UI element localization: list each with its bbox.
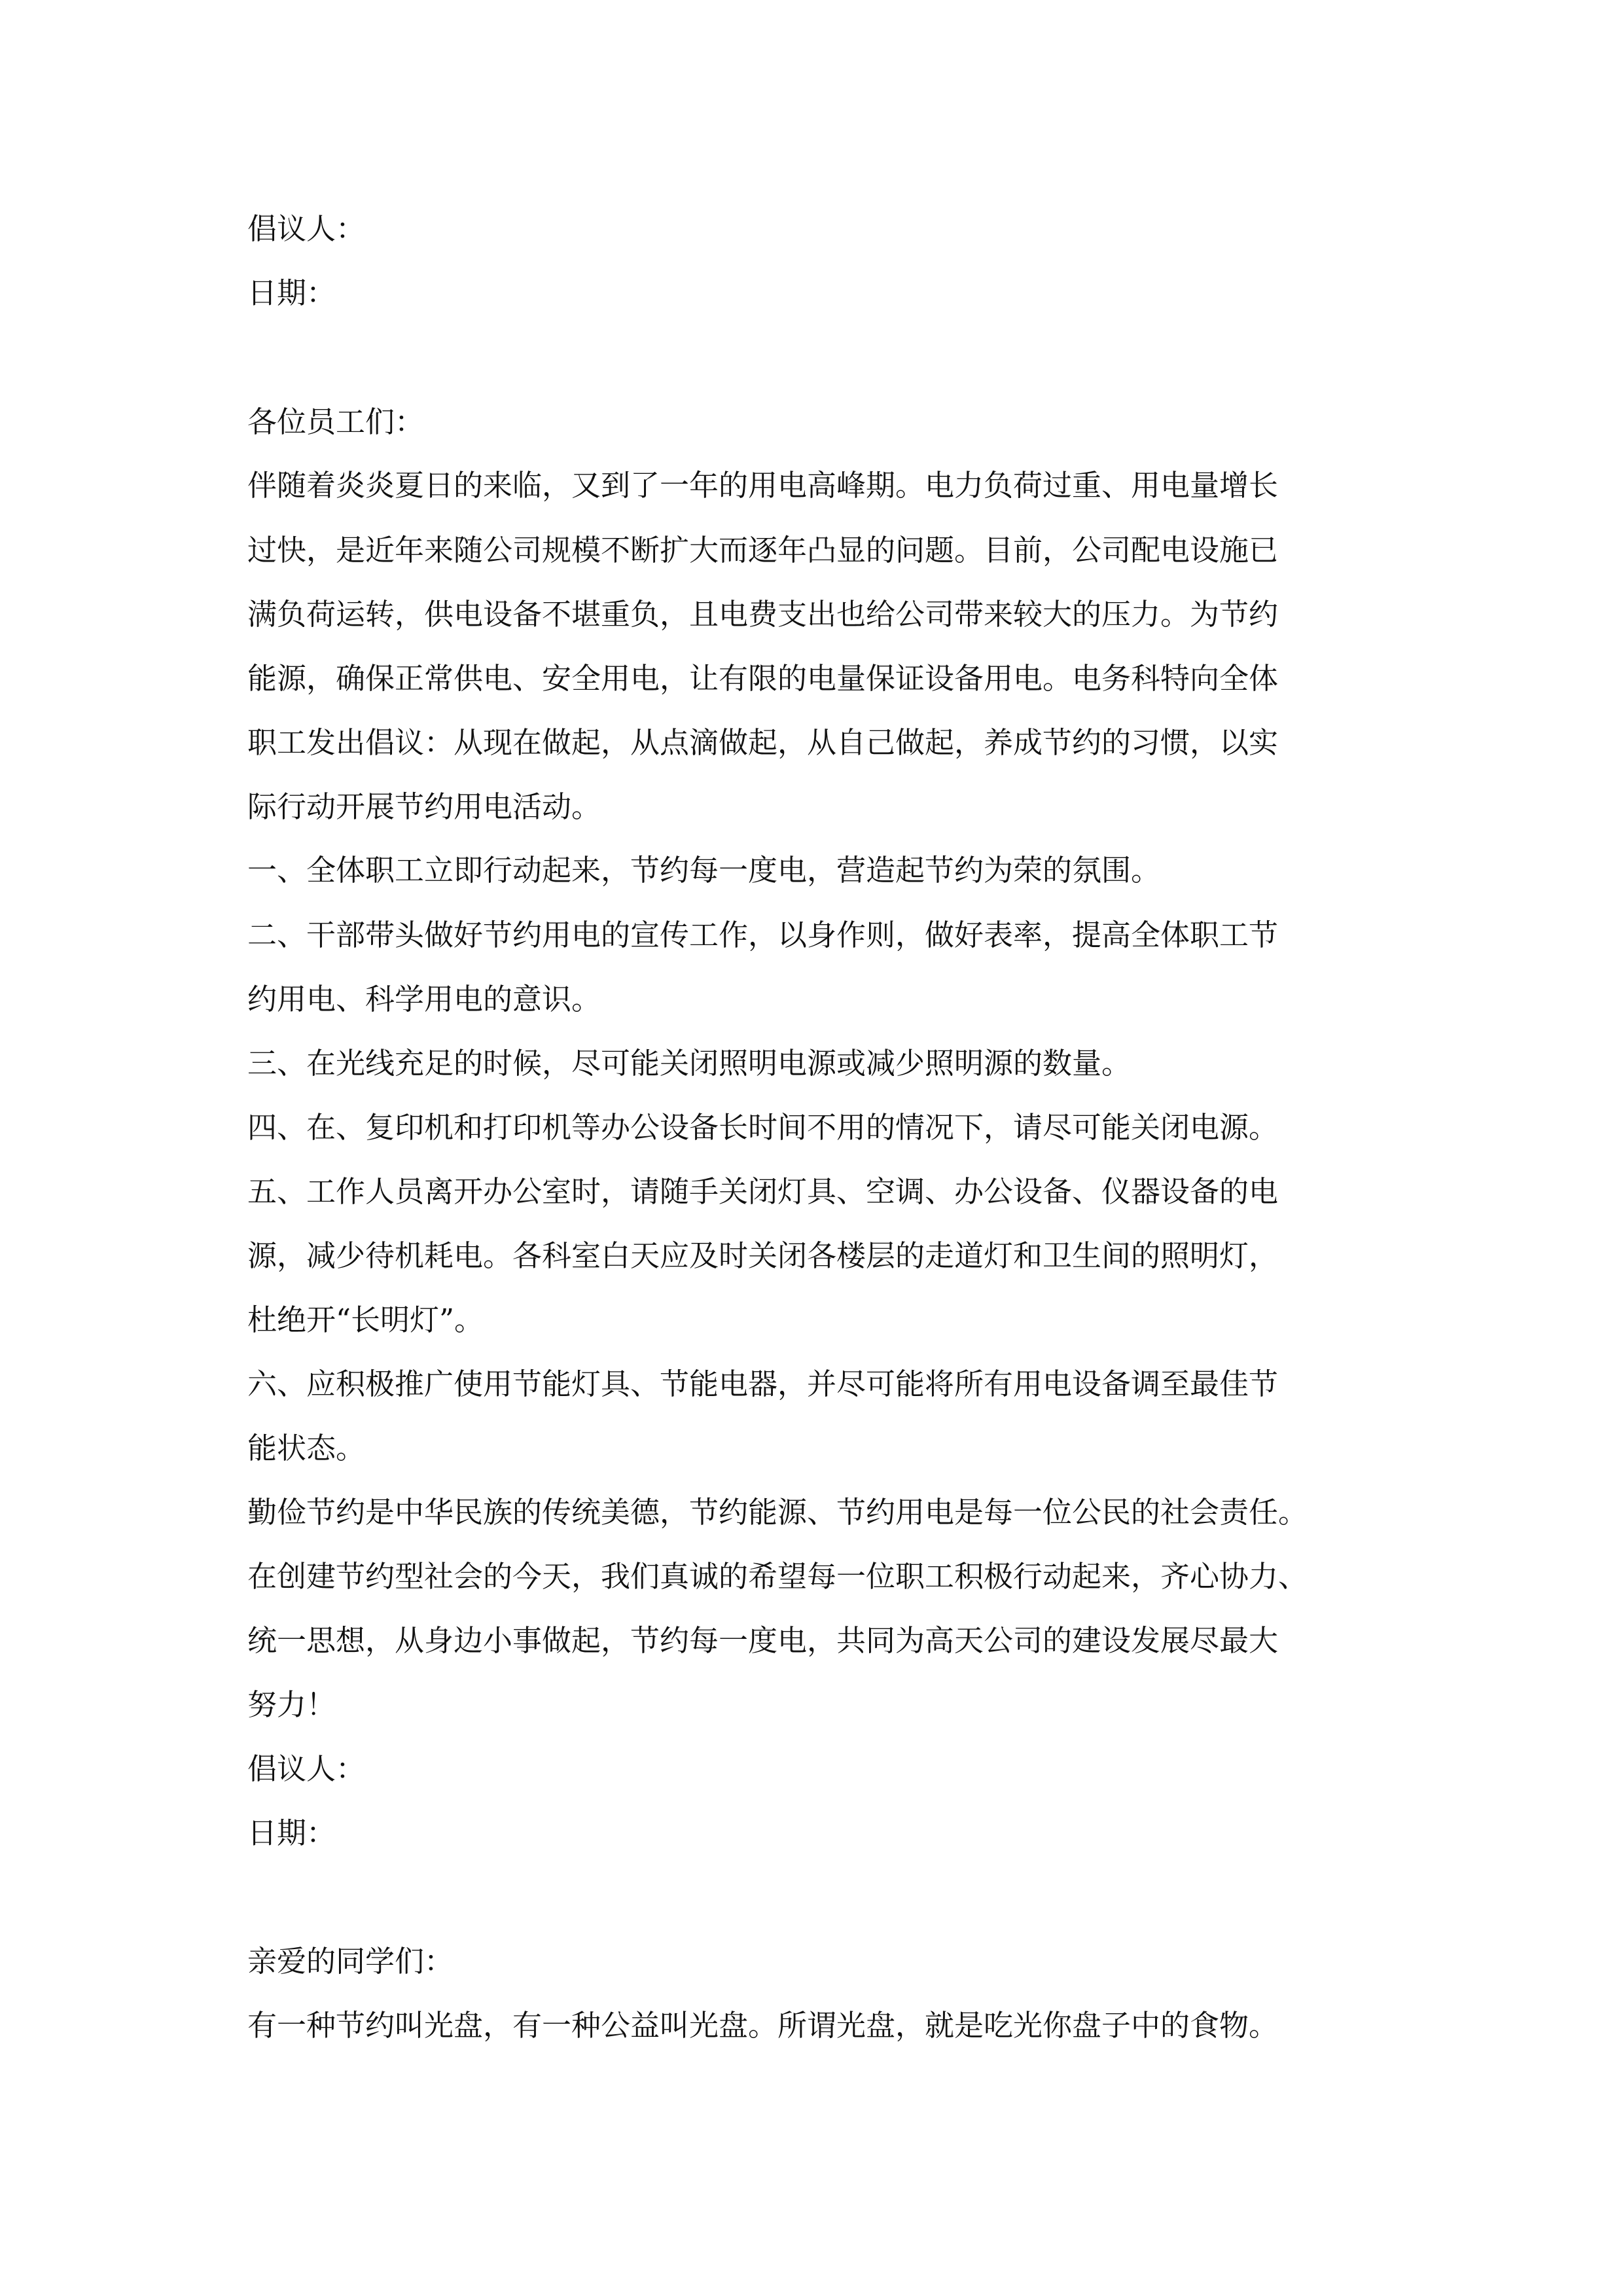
letter2-salutation: 亲爱的同学们： [247, 1944, 454, 1979]
letter1-date-label: 日期： [247, 1816, 336, 1850]
letter1-line: 过快，是近年来随公司规模不断扩大而逐年凸显的问题。目前，公司配电设施已 [247, 533, 1279, 567]
letter1-line: 一、全体职工立即行动起来，节约每一度电，营造起节约为荣的氛围。 [247, 853, 1161, 888]
letter1-line: 三、在光线充足的时候，尽可能关闭照明电源或减少照明源的数量。 [247, 1046, 1132, 1081]
letter1-initiator-label: 倡议人： [247, 1751, 366, 1786]
letter1-line: 际行动开展节约用电活动。 [247, 789, 601, 824]
letter1-line: 源，减少待机耗电。各科室白天应及时关闭各楼层的走道灯和卫生间的照明灯， [247, 1238, 1279, 1273]
letter1-line: 勤俭节约是中华民族的传统美德，节约能源、节约用电是每一位公民的社会责任。 [247, 1495, 1308, 1530]
letter1-line: 约用电、科学用电的意识。 [247, 982, 601, 1016]
letter1-line: 职工发出倡议：从现在做起，从点滴做起，从自己做起，养成节约的习惯，以实 [247, 725, 1279, 760]
letter1-line: 二、干部带头做好节约用电的宣传工作，以身作则，做好表率，提高全体职工节 [247, 918, 1279, 952]
letter1-line: 能状态。 [247, 1431, 366, 1465]
letter1-salutation: 各位员工们： [247, 404, 425, 439]
letter1-line: 杜绝开“长明灯”。 [247, 1302, 484, 1337]
initiator-label: 倡议人： [247, 211, 366, 246]
letter1-line: 统一思想，从身边小事做起，节约每一度电，共同为高天公司的建设发展尽最大 [247, 1623, 1279, 1658]
letter2-line: 有一种节约叫光盘，有一种公益叫光盘。所谓光盘，就是吃光你盘子中的食物。 [247, 2008, 1279, 2043]
letter1-line: 在创建节约型社会的今天，我们真诚的希望每一位职工积极行动起来，齐心协力、 [247, 1559, 1308, 1594]
letter1-line: 满负荷运转，供电设备不堪重负，且电费支出也给公司带来较大的压力。为节约 [247, 597, 1279, 632]
letter1-line: 四、在、复印机和打印机等办公设备长时间不用的情况下，请尽可能关闭电源。 [247, 1110, 1279, 1145]
letter1-line: 六、应积极推广使用节能灯具、节能电器，并尽可能将所有用电设备调至最佳节 [247, 1367, 1279, 1401]
letter1-line: 五、工作人员离开办公室时，请随手关闭灯具、空调、办公设备、仪器设备的电 [247, 1174, 1279, 1209]
letter1-line: 能源，确保正常供电、安全用电，让有限的电量保证设备用电。电务科特向全体 [247, 661, 1279, 696]
letter1-line: 努力！ [247, 1687, 336, 1722]
date-label: 日期： [247, 276, 336, 310]
letter1-line: 伴随着炎炎夏日的来临，又到了一年的用电高峰期。电力负荷过重、用电量增长 [247, 468, 1279, 503]
